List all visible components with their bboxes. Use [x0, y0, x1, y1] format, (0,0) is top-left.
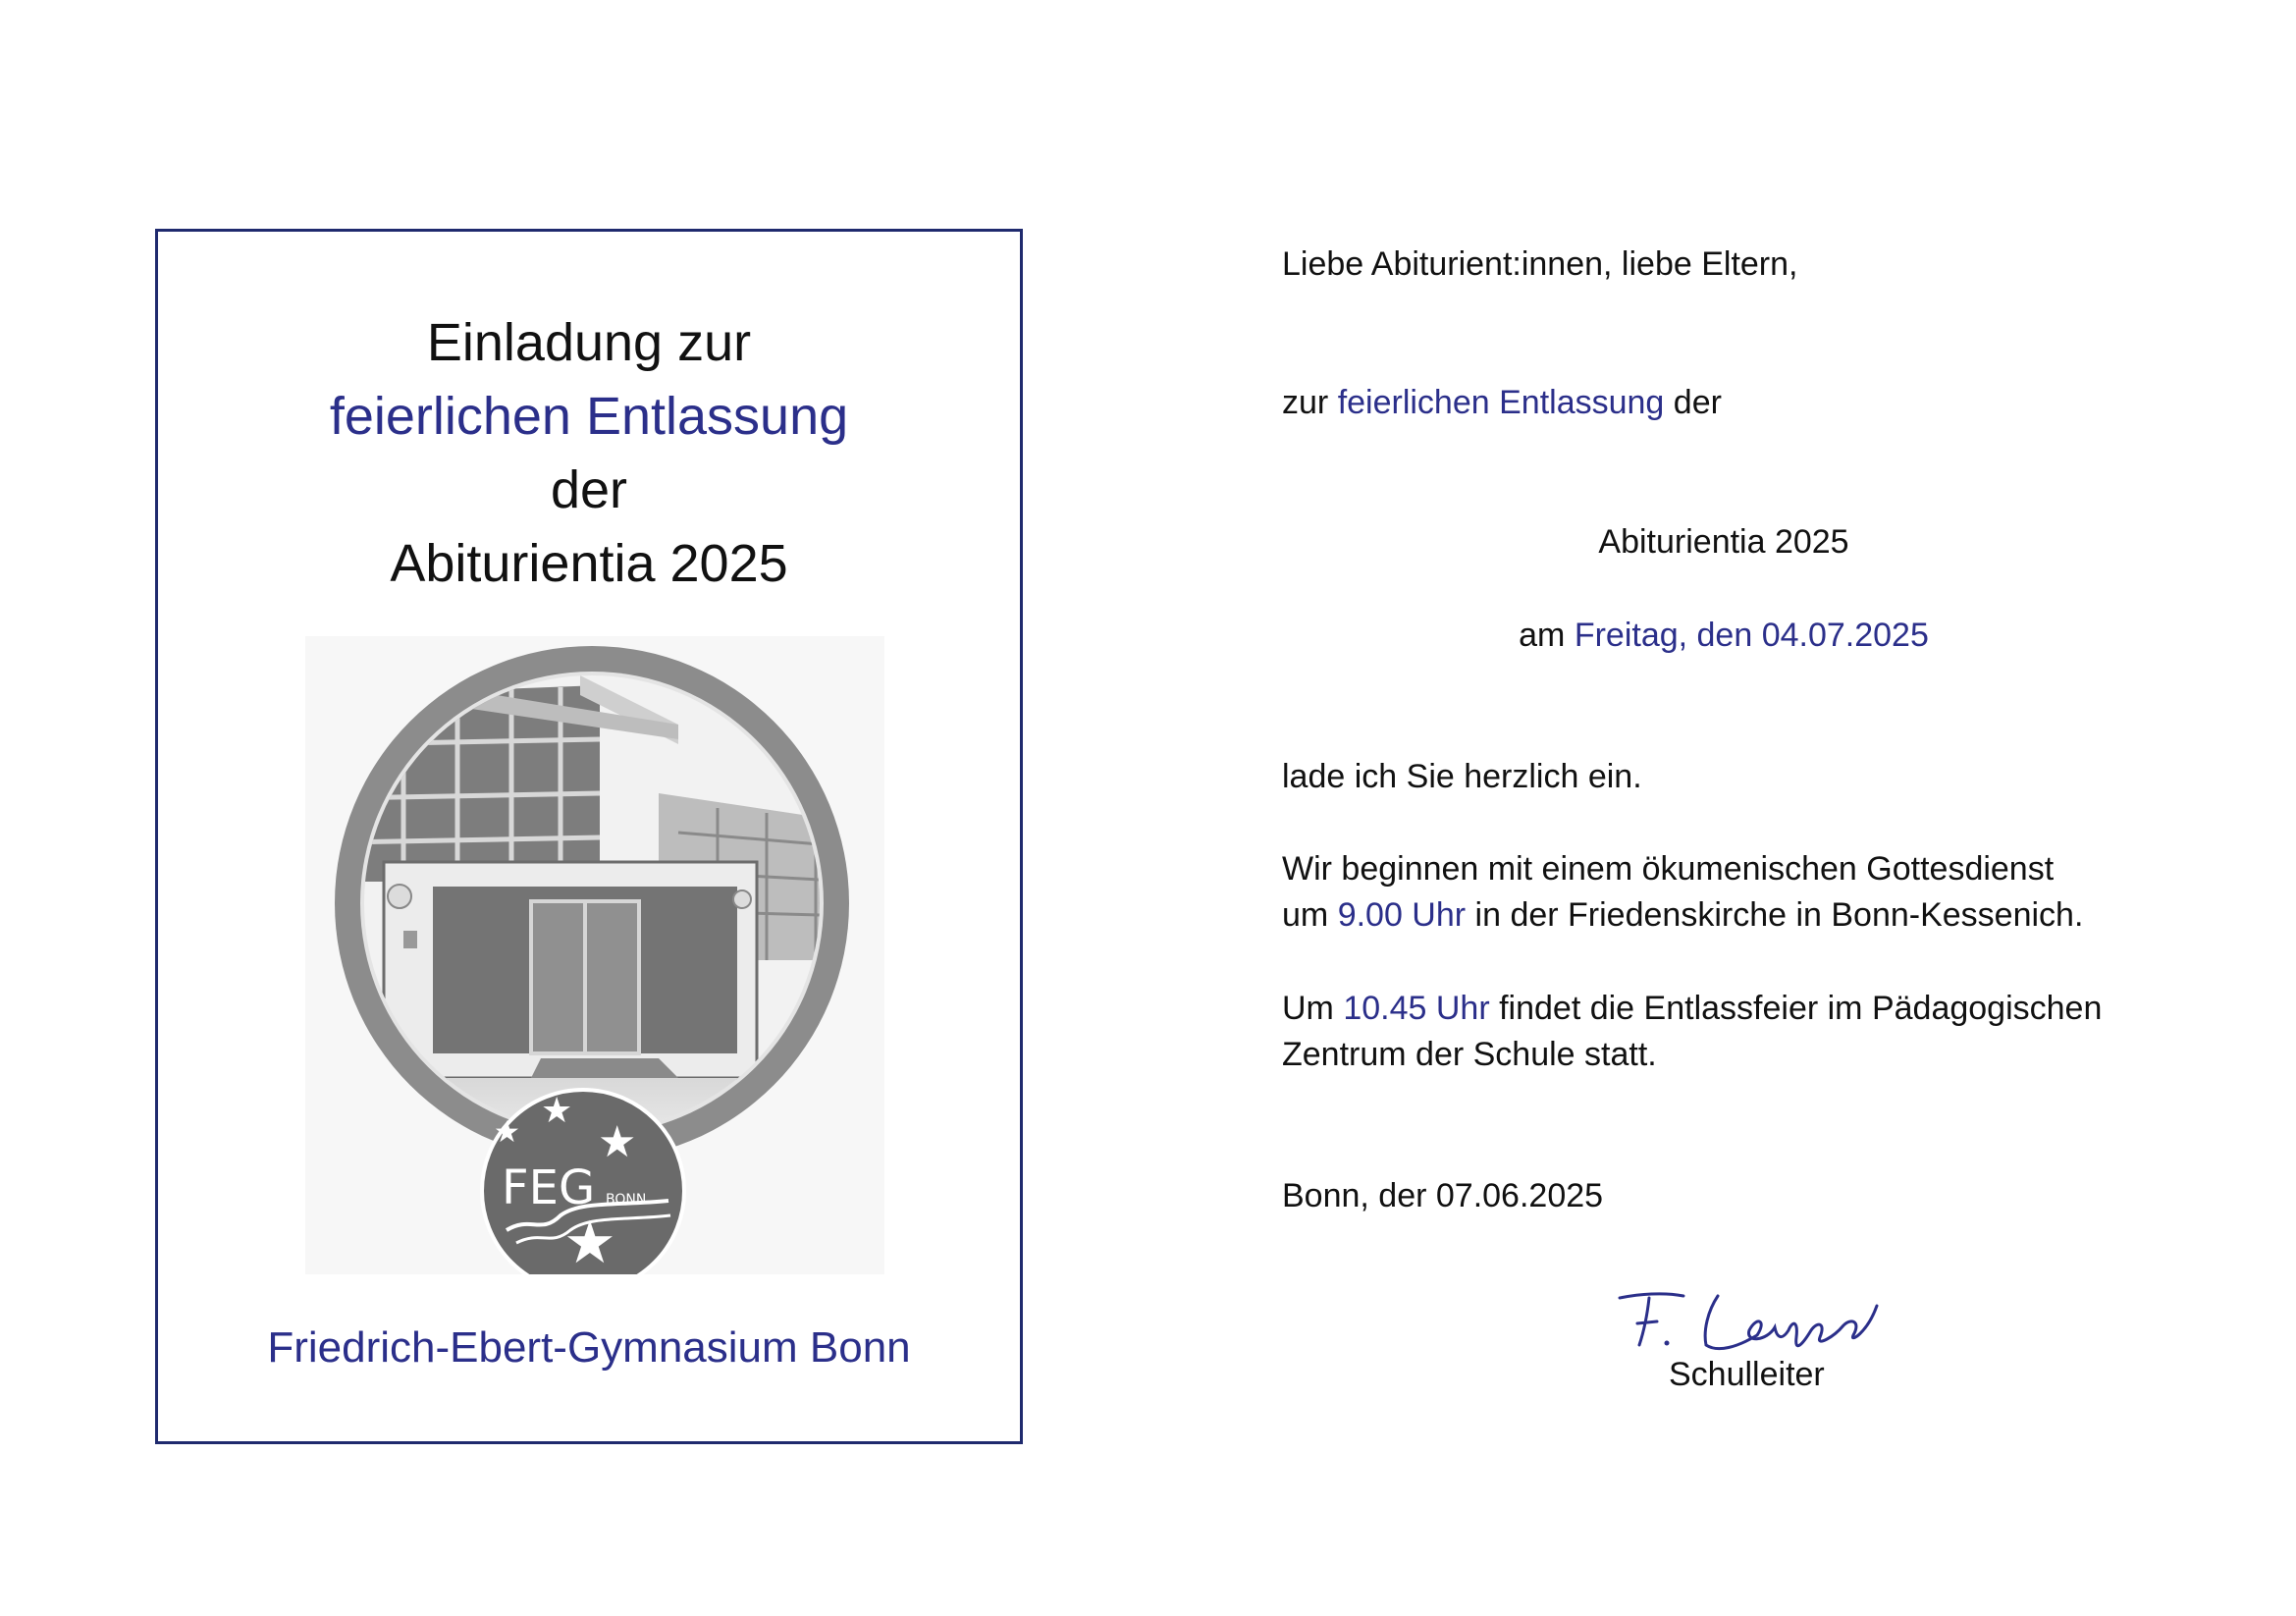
service-line-2: um 9.00 Uhr in der Friedenskirche in Bonn-Kessenich.: [1282, 896, 2084, 934]
svg-text:★: ★: [598, 1117, 637, 1167]
card-title: [158, 306, 1020, 601]
school-emblem: [305, 636, 884, 1274]
handwritten-signature: [1610, 1276, 1895, 1365]
place-date: Bonn, der 07.06.2025: [1282, 1177, 1604, 1214]
invite-line: lade ich Sie herzlich ein.: [1282, 758, 1642, 795]
title-line-2: feierlichen Entlassung: [329, 387, 849, 446]
event-date: Freitag, den 04.07.2025: [1574, 617, 1929, 654]
ceremony-heading: zur feierlichen Entlassung der: [1282, 384, 1722, 421]
ceremony-highlight: feierlichen Entlassung: [1337, 384, 1665, 421]
signature-role: Schulleiter: [1669, 1356, 1825, 1393]
svg-text:★: ★: [494, 1115, 520, 1150]
service-line-1: Wir beginnen mit einem ökumenischen Gottesdienst: [1282, 850, 2055, 888]
abiturientia-line: Abiturientia 2025: [1598, 523, 1849, 561]
svg-text:★: ★: [563, 1209, 616, 1274]
logo-text: FEG: [502, 1160, 596, 1215]
invitation-card: [155, 229, 1023, 1444]
ceremony-time: 10.45 Uhr: [1343, 990, 1490, 1027]
title-line-4: Abiturientia 2025: [390, 534, 788, 593]
service-time: 9.00 Uhr: [1337, 896, 1467, 934]
title-line-3: der: [550, 460, 628, 519]
svg-text:★: ★: [541, 1091, 573, 1131]
school-name: Friedrich-Ebert-Gymnasium Bonn: [267, 1323, 911, 1372]
ceremony-line-2: Zentrum der Schule statt.: [1282, 1036, 1657, 1073]
ceremony-line-1: Um 10.45 Uhr findet die Entlassfeier im Pädagogischen: [1282, 990, 2103, 1027]
logo-subtext: BONN: [606, 1192, 647, 1208]
event-date-line: am Freitag, den 04.07.2025: [1519, 617, 1929, 654]
greeting: Liebe Abiturient:innen, liebe Eltern,: [1282, 245, 1798, 283]
title-line-1: Einladung zur: [426, 313, 752, 372]
